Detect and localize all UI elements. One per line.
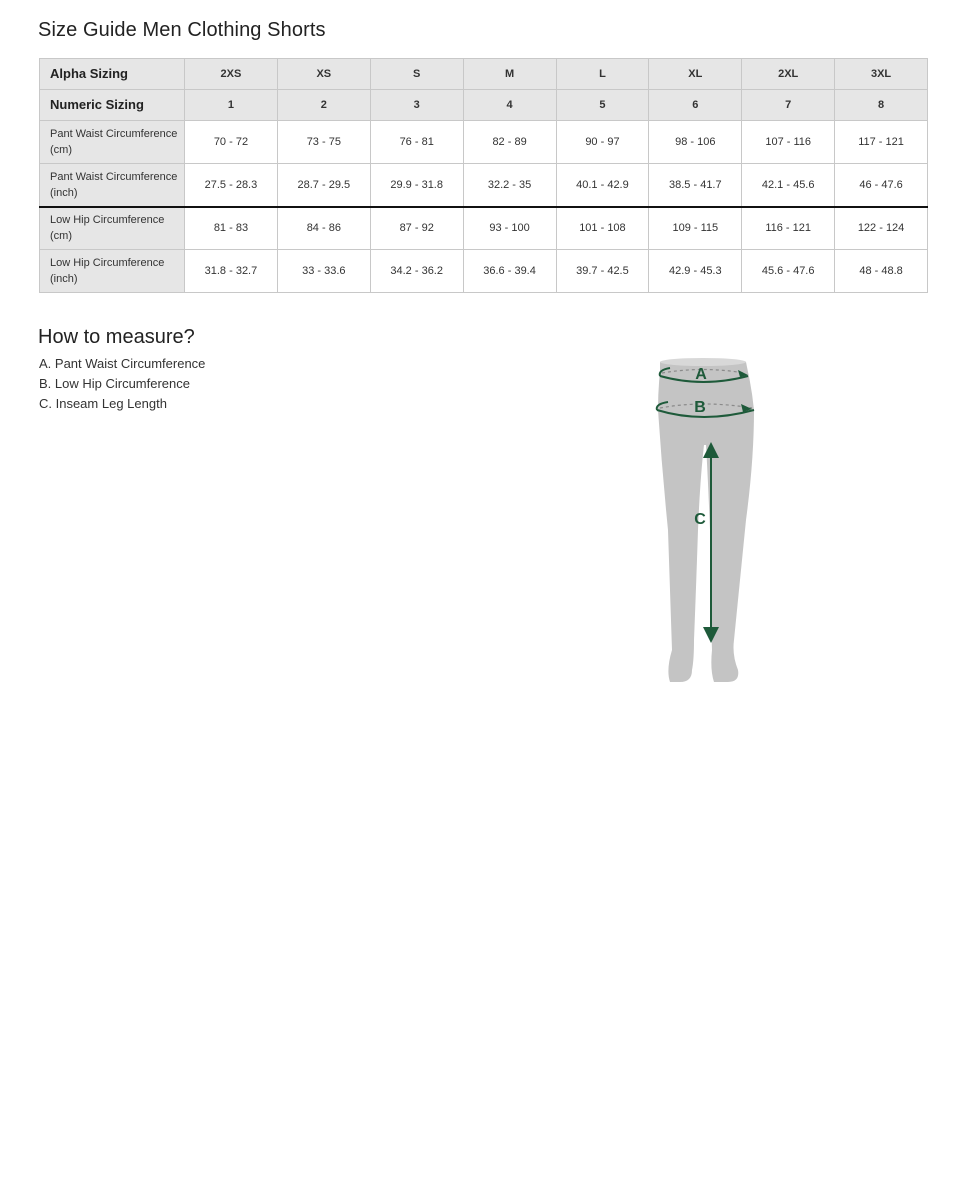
table-cell: 46 - 47.6 (835, 164, 928, 207)
row-label: Pant Waist Circumference (cm) (40, 121, 185, 164)
table-cell: 5 (556, 90, 649, 121)
table-cell: 116 - 121 (742, 207, 835, 250)
table-cell: M (463, 59, 556, 90)
table-cell: 4 (463, 90, 556, 121)
table-cell: 38.5 - 41.7 (649, 164, 742, 207)
table-cell: 42.9 - 45.3 (649, 250, 742, 293)
table-cell: 90 - 97 (556, 121, 649, 164)
table-cell: 6 (649, 90, 742, 121)
table-cell: 70 - 72 (185, 121, 278, 164)
figure-label-b: B (694, 399, 706, 416)
table-cell: 28.7 - 29.5 (277, 164, 370, 207)
table-cell: 3 (370, 90, 463, 121)
table-cell: 76 - 81 (370, 121, 463, 164)
table-cell: XS (277, 59, 370, 90)
figure-label-c: C (694, 511, 706, 528)
list-item: B. Low Hip Circumference (39, 376, 190, 391)
row-label: Numeric Sizing (40, 90, 185, 121)
page-title: Size Guide Men Clothing Shorts (38, 19, 326, 41)
table-cell: 29.9 - 31.8 (370, 164, 463, 207)
list-item: A. Pant Waist Circumference (39, 356, 206, 371)
table-cell: 109 - 115 (649, 207, 742, 250)
table-cell: 27.5 - 28.3 (185, 164, 278, 207)
table-row (40, 121, 928, 164)
table-cell: 84 - 86 (277, 207, 370, 250)
waist-top-highlight (660, 358, 746, 366)
table-row-numeric-sizing (40, 90, 928, 121)
table-cell: 34.2 - 36.2 (370, 250, 463, 293)
list-item: C. Inseam Leg Length (39, 396, 167, 411)
table-cell: 2XL (742, 59, 835, 90)
row-label: Low Hip Circumference (inch) (40, 250, 185, 293)
table-cell: 117 - 121 (835, 121, 928, 164)
table-cell: 82 - 89 (463, 121, 556, 164)
figure-label-a: A (695, 366, 707, 383)
size-table (39, 58, 928, 293)
table-cell: 73 - 75 (277, 121, 370, 164)
table-row-alpha-sizing (40, 59, 928, 90)
table-cell: 45.6 - 47.6 (742, 250, 835, 293)
table-cell: 122 - 124 (835, 207, 928, 250)
table-row (40, 250, 928, 293)
table-cell: 33 - 33.6 (277, 250, 370, 293)
table-cell: 8 (835, 90, 928, 121)
table-row (40, 164, 928, 207)
table-cell: 107 - 116 (742, 121, 835, 164)
table-cell: 42.1 - 45.6 (742, 164, 835, 207)
table-cell: 3XL (835, 59, 928, 90)
legs-silhouette-illustration (640, 350, 770, 690)
row-label: Alpha Sizing (40, 59, 185, 90)
table-cell: 1 (185, 90, 278, 121)
table-cell: 93 - 100 (463, 207, 556, 250)
table-cell: L (556, 59, 649, 90)
table-cell: XL (649, 59, 742, 90)
measurement-figure (640, 350, 770, 690)
table-cell: 2 (277, 90, 370, 121)
table-cell: 32.2 - 35 (463, 164, 556, 207)
table-cell: 7 (742, 90, 835, 121)
table-cell: S (370, 59, 463, 90)
measure-instructions-list (39, 355, 205, 415)
legs-silhouette (658, 359, 754, 682)
table-cell: 101 - 108 (556, 207, 649, 250)
table-cell: 98 - 106 (649, 121, 742, 164)
how-to-measure-heading: How to measure? (38, 326, 195, 348)
table-cell: 36.6 - 39.4 (463, 250, 556, 293)
table-cell: 31.8 - 32.7 (185, 250, 278, 293)
row-label: Low Hip Circumference (cm) (40, 207, 185, 250)
table-cell: 87 - 92 (370, 207, 463, 250)
row-label: Pant Waist Circumference (inch) (40, 164, 185, 207)
table-cell: 81 - 83 (185, 207, 278, 250)
table-row (40, 207, 928, 250)
table-cell: 2XS (185, 59, 278, 90)
table-cell: 40.1 - 42.9 (556, 164, 649, 207)
table-cell: 39.7 - 42.5 (556, 250, 649, 293)
table-cell: 48 - 48.8 (835, 250, 928, 293)
